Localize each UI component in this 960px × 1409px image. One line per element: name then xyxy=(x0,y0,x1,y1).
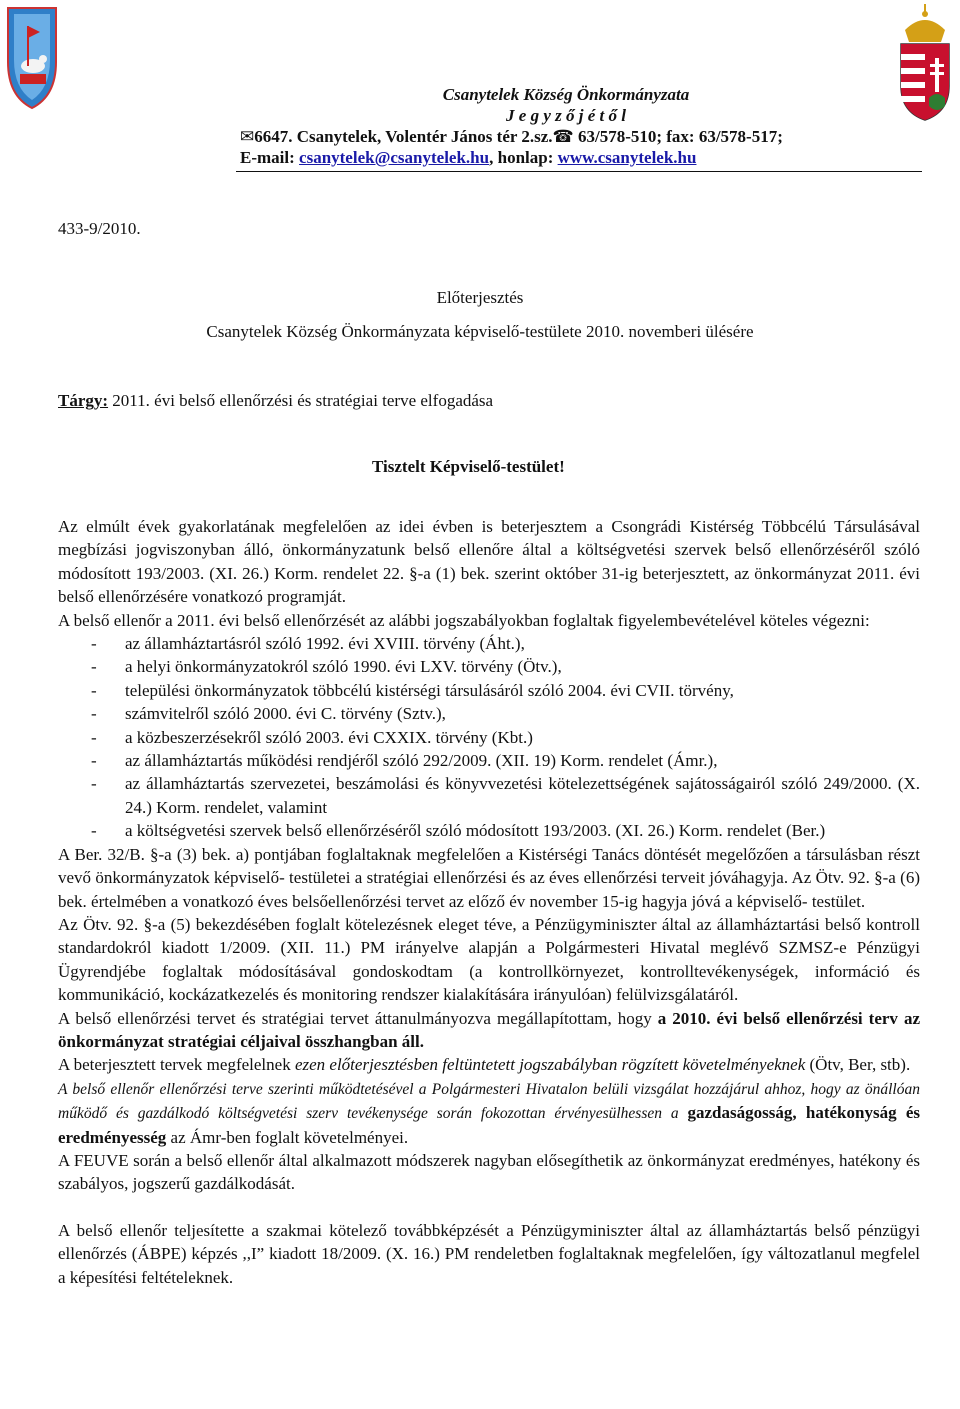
list-item xyxy=(58,632,920,655)
subject-label: Tárgy: xyxy=(58,391,109,410)
list-item-text: települési önkormányzatok többcélú kistérségi társulásáról szóló 2004. évi CVII. törvény, xyxy=(125,680,734,700)
list-dash: - xyxy=(91,727,97,747)
office-name: J e g y z ő j é t ő l xyxy=(506,106,626,125)
p5-bold: a 2010. évi belső ellenőrzési terv az önkormányzat stratégiai céljaival összhangban áll. xyxy=(58,1008,920,1051)
list-item xyxy=(58,655,920,678)
homepage-label: , honlap: xyxy=(489,148,554,167)
list-item xyxy=(58,702,920,725)
p6-end: (Ötv, Ber, stb). xyxy=(805,1055,911,1075)
list-dash: - xyxy=(91,751,97,771)
header-divider xyxy=(236,171,922,172)
list-item xyxy=(58,726,920,749)
homepage-link[interactable]: www.csanytelek.hu xyxy=(557,148,697,167)
paragraph-6 xyxy=(58,1053,920,1076)
list-item-text: a közbeszerzésekről szóló 2003. évi CXXIX. törvény (Kbt.) xyxy=(125,727,533,747)
reference-number: 433-9/2010. xyxy=(58,219,141,238)
list-dash: - xyxy=(91,704,97,724)
p7-bold: gazdaságosság, hatékonyság és eredményesség xyxy=(58,1103,920,1147)
paragraph-7 xyxy=(58,1077,920,1149)
list-item xyxy=(58,679,920,702)
list-item xyxy=(58,772,920,819)
list-item xyxy=(58,749,920,772)
list-item-text: a költségvetési szervek belső ellenőrzéséről szóló módosított 193/2003. (XI. 26.) Korm. rendelet (Ber.) xyxy=(125,821,826,841)
envelope-icon: ✉ xyxy=(240,127,255,146)
paragraph-5 xyxy=(58,1007,920,1054)
list-item-text: az államháztartás működési rendjéről szóló 292/2009. (XII. 19) Korm. rendelet (Ámr.), xyxy=(125,751,718,771)
paragraph-4: Az Ötv. 92. §-a (5) bekezdésében foglalt kötelezésnek eleget téve, a Pénzügyminiszter által az államháztartási belső kontroll standardokról kiadott 1/2009. (XII. 11.) PM irányelve alapján a Polgármesteri Hivatal meglévő SZMSZ-e Pénzügyi Ügyrendjébe foglaltak módosításával gondoskodtam (a kontrollkörnyezet, kontrolltevékenységek, információ és kommunikáció, kockázatkezelés és monitoring rendszer kialakítására irányulóan) felülvizsgálatáról. xyxy=(58,914,920,1005)
list-dash: - xyxy=(91,657,97,677)
list-item-text: a helyi önkormányzatokról szóló 1990. évi LXV. törvény (Ötv.), xyxy=(125,657,562,677)
email-line xyxy=(236,147,896,168)
email-label: E-mail: xyxy=(240,148,295,167)
p5-text: A belső ellenőrzési tervet és stratégiai tervet áttanulmányozva megállapítottam, hogy xyxy=(58,1008,658,1028)
list-dash: - xyxy=(91,821,97,841)
subject-text: 2011. évi belső ellenőrzési és stratégiai terve elfogadása xyxy=(108,391,494,410)
paragraph-9: A belső ellenőr teljesítette a szakmai kötelező továbbképzését a Pénzügyminiszter által az államháztartás belső pénzügyi ellenőrzés (ÁBPE) képzés ,,I” kiadott 18/2009. (X. 16.) PM rendeletben foglaltaknak megfelelően, így változatlanul megfelel a képesítési feltételeknek. xyxy=(58,1220,920,1287)
document-subtitle: Csanytelek Község Önkormányzata képviselő-testülete 2010. novemberi ülésére xyxy=(206,322,754,341)
address: 6647. Csanytelek, Volentér János tér 2.sz. xyxy=(254,127,553,146)
salutation: Tisztelt Képviselő-testület! xyxy=(372,457,565,476)
paragraph-gap xyxy=(58,1196,920,1219)
paragraph-1: Az elmúlt évek gyakorlatának megfelelően az idei évben is beterjesztem a Csongrádi Kistérség Többcélú Társulásával megbízási jogviszonyban álló, önkormányzatunk belső ellenőre által a költségvetési szervek belső ellenőrzéséről szóló módosított 193/2003. (XI. 26.) Korm. rendelet 22. §-a (1) bek. szerint október 31-ig beterjesztett, az önkormányzat 2011. évi belső ellenőrzésére vonatkozó programját. xyxy=(58,517,920,607)
paragraph-8: A FEUVE során a belső ellenőr által alkalmazott módszerek nagyban elősegíthetik az önkormányzat eredményes, hatékony és szabályos, jogszerű gazdálkodását. xyxy=(58,1150,920,1194)
list-item-text: számvitelről szóló 2000. évi C. törvény (Sztv.), xyxy=(125,704,446,724)
paragraph-3: A Ber. 32/B. §-a (3) bek. a) pontjában foglaltaknak megfelelően a Kistérségi Tanács döntését megelőzően a társulásban részt vevő önkormányzatok képviselő- testületei a stratégiai ellenőrzési és az éves ellenőrzési terveit jóváhagyja. Az Ötv. 92. §-a (6) bek. értelmében a vonatkozó éves belsőellenőrzési tervet az előző év november 15-ig hagyja jóvá a képviselő- testület. xyxy=(58,844,920,911)
p7-end: az Ámr-ben foglalt követelményei. xyxy=(166,1127,409,1147)
phone-icon: ☎ xyxy=(552,127,574,146)
hungarian-coat-of-arms-icon xyxy=(893,2,957,122)
p7-italic: A belső ellenőr ellenőrzési terve szerinti működtetésével a Polgármesteri Hivatalon belüli vizsgálat hozzájárul ahhoz, hogy az önállóan működő és gazdálkodó költségvetési szerv tevékenysége során fokozottan érvényesülhessen a xyxy=(58,1080,920,1123)
address-line xyxy=(236,126,896,147)
list-dash: - xyxy=(91,680,97,700)
org-name: Csanytelek Község Önkormányzata xyxy=(442,85,690,104)
p6-text: A beterjesztett tervek megfelelnek xyxy=(58,1055,295,1075)
list-dash: - xyxy=(91,774,97,794)
law-list xyxy=(58,632,920,843)
list-item-text: az államháztartásról szóló 1992. évi XVIII. törvény (Áht.), xyxy=(125,634,525,654)
email-link[interactable]: csanytelek@csanytelek.hu xyxy=(299,148,490,167)
list-item-text: az államháztartás szervezetei, beszámolási és könyvvezetési kötelezettségének sajátosságairól szóló 249/2000. (X. 24.) Korm. rendelet, valamint xyxy=(125,774,920,817)
paragraph-2: A belső ellenőr a 2011. évi belső ellenőrzését az alábbi jogszabályokban foglaltak figyelembevételével köteles végezni: xyxy=(58,610,870,630)
list-dash: - xyxy=(91,634,97,654)
document-title: Előterjesztés xyxy=(436,288,524,307)
letterhead xyxy=(236,84,896,168)
subject-line xyxy=(58,391,493,411)
phone-numbers: 63/578-510; fax: 63/578-517; xyxy=(577,127,783,146)
p6-italic: ezen előterjesztésben feltüntetett jogszabályban rögzített követelményeknek xyxy=(294,1055,806,1075)
village-coat-of-arms-icon xyxy=(4,4,60,112)
list-item xyxy=(58,819,920,842)
document-body xyxy=(58,515,920,1289)
